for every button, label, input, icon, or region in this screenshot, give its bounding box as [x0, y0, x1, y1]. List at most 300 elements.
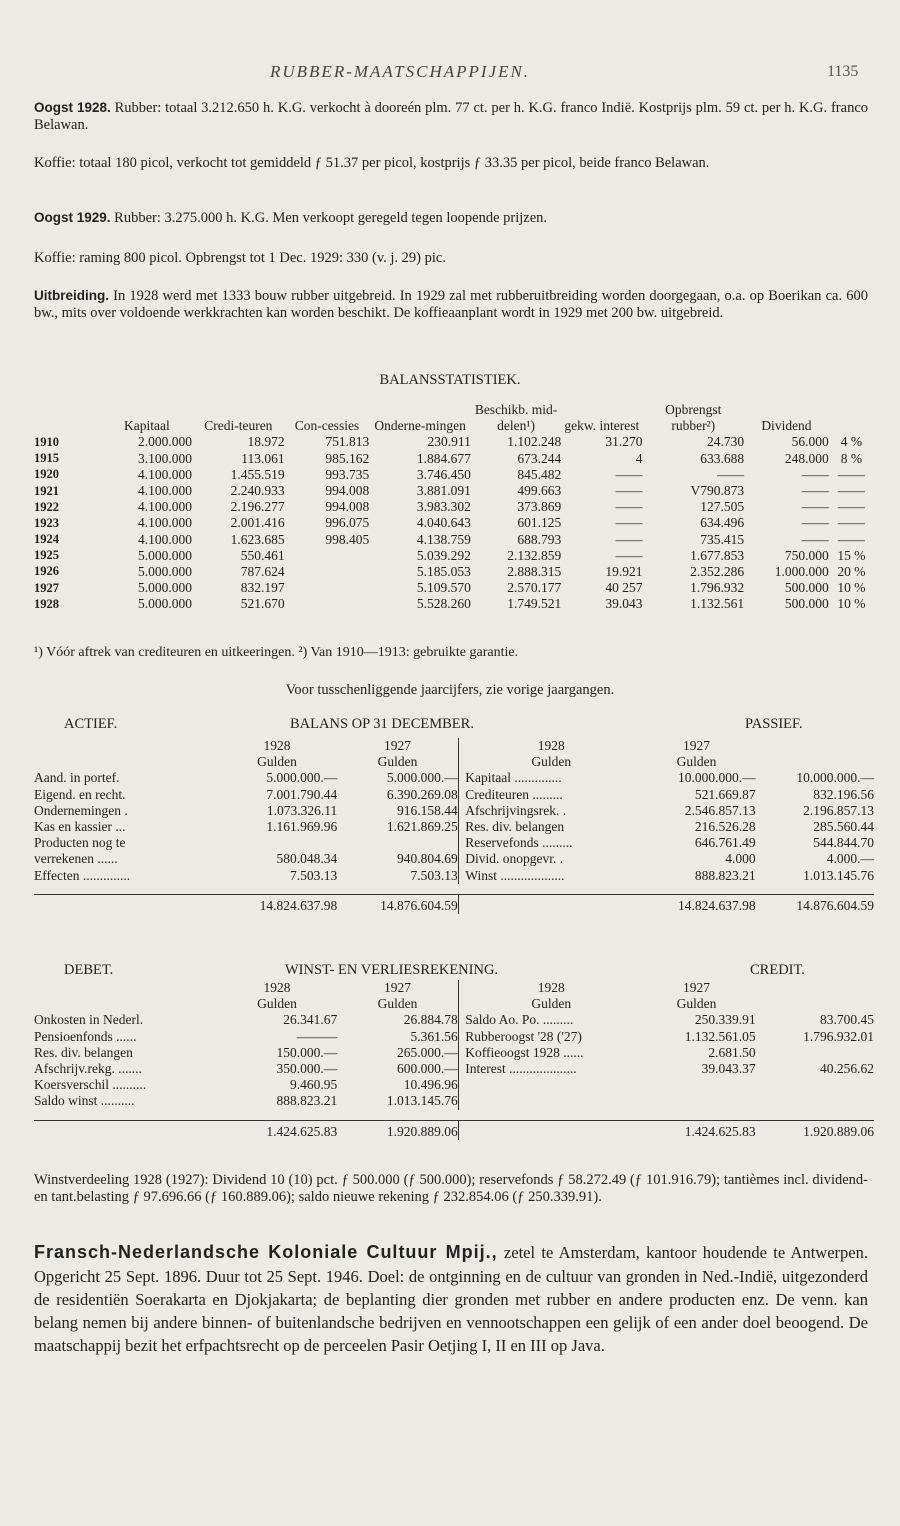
- stat-row: [34, 596, 874, 612]
- balans-year-left-1: 1928: [263, 738, 291, 753]
- stat-cell: V790.873: [690, 482, 745, 498]
- winst-year-left-1: 1928: [263, 980, 291, 995]
- winst-credit-cell: 39.043.37: [701, 1060, 756, 1076]
- balans-year-right-1: 1928: [537, 738, 565, 753]
- winst-debet-cell: Pensioenfonds ......: [34, 1028, 137, 1044]
- stat-cell: 18.972: [247, 434, 285, 450]
- balans-spacer: [34, 894, 217, 914]
- winst-credit-cell: 2.681.50: [708, 1044, 756, 1060]
- winst-debet-cell: 1.013.145.76: [386, 1093, 458, 1109]
- winst-row: [34, 1061, 874, 1077]
- winst-credit-cell: [465, 1093, 637, 1109]
- balans-spacer: [465, 894, 637, 914]
- stat-cell: 19.921: [605, 563, 643, 579]
- winst-total: 1.424.625.83: [217, 1120, 337, 1140]
- stat-cell: 4 %: [840, 434, 863, 450]
- stat-header-cell: Beschikb. mid-delen¹): [474, 402, 558, 434]
- winst-credit-cell: [756, 1093, 874, 1109]
- winst-spacer: [34, 1120, 217, 1140]
- stat-cell: 4: [635, 450, 643, 466]
- balans-year-left-2: 1927: [384, 738, 412, 753]
- stat-cell: 15 %: [837, 547, 866, 563]
- winst-unit: Gulden: [257, 996, 297, 1012]
- balans-passief-cell: Res. div. belangen: [465, 818, 565, 834]
- stat-cell: 1910: [34, 434, 59, 449]
- stat-cell: ——: [837, 515, 865, 531]
- stat-cell: 5.185.053: [416, 563, 471, 579]
- oogst-1929-paragraph: [34, 210, 868, 227]
- stat-cell: 4.100.000: [138, 482, 193, 498]
- winst-debet-cell: 600.000.—: [397, 1060, 458, 1076]
- balans-unit: Gulden: [257, 754, 297, 770]
- stat-header-cell: [829, 402, 874, 434]
- stat-cell: 5.000.000: [138, 547, 193, 563]
- winst-row: [34, 1029, 874, 1045]
- balans-divider: [458, 803, 465, 819]
- balans-unit: Gulden: [676, 754, 717, 770]
- stat-voor-note: Voor tusschenliggende jaarcijfers, zie vorige jaargangen.: [285, 682, 615, 698]
- stat-cell: 113.061: [241, 450, 285, 466]
- balans-year-right-2: 1927: [682, 738, 710, 753]
- stat-cell: 5.528.260: [416, 596, 471, 612]
- stat-cell: 500.000: [784, 596, 829, 612]
- winst-total: 1.920.889.06: [337, 1120, 458, 1140]
- stat-header-cell: gekw. interest: [564, 418, 640, 434]
- stat-cell: ——: [615, 466, 643, 482]
- stat-row: [34, 434, 874, 450]
- balans-passief-cell: Reservefonds .........: [465, 835, 573, 851]
- balans-actief-cell: 5.000.000.—: [386, 770, 458, 786]
- winst-unit: Gulden: [531, 996, 572, 1012]
- winst-credit-cell: [637, 1077, 755, 1093]
- winst-debet-cell: Saldo winst ..........: [34, 1093, 135, 1109]
- winst-credit-cell: 250.339.91: [694, 1012, 756, 1028]
- stat-cell: [285, 548, 370, 564]
- stat-cell: 1.102.248: [507, 434, 562, 450]
- winst-credit-cell: Koffieoogst 1928 ......: [465, 1044, 584, 1060]
- balansstatistiek-table: [34, 402, 874, 612]
- stat-cell: 521.670: [240, 596, 285, 612]
- stat-cell: ——: [801, 466, 829, 482]
- stat-cell: 2.001.416: [230, 515, 285, 531]
- uitbreiding-text: In 1928 werd met 1333 bouw rubber uitgebreid. In 1929 zal met rubberuitbreiding worden doorgegaan, o.a. op Boerikan ca. 600 bw., mits over voldoende werkkrachten kan worden beschikt. De koffieaanplant wordt in 1929 met 200 bw. uitgebreid.: [34, 288, 868, 322]
- winst-spacer: [465, 1120, 637, 1140]
- stat-cell: ——: [615, 531, 643, 547]
- winst-unit: Gulden: [377, 996, 418, 1012]
- balans-right-heading: PASSIEF.: [745, 716, 803, 732]
- stat-cell: ——: [801, 482, 829, 498]
- oogst-1928-label: Oogst 1928.: [34, 100, 111, 115]
- stat-cell: 5.109.570: [416, 580, 471, 596]
- winst-divider: [458, 980, 465, 996]
- balans-divider: [458, 835, 465, 851]
- stat-cell: 499.663: [517, 482, 562, 498]
- stat-cell: 845.482: [517, 466, 562, 482]
- oogst-1929-koffie: Koffie: raming 800 picol. Opbrengst tot 1 Dec. 1929: 330 (v. j. 29) pic.: [34, 250, 446, 266]
- winst-debet-cell: Afschrijv.rekg. .......: [34, 1060, 142, 1076]
- stat-cell: 994.008: [325, 482, 370, 498]
- balans-passief-cell: 10.000.000.—: [678, 770, 756, 786]
- stat-cell: 2.132.859: [507, 547, 562, 563]
- balans-divider: [458, 894, 465, 914]
- stat-cell: 248.000: [784, 450, 829, 466]
- stat-cell: 5.000.000: [138, 580, 193, 596]
- winst-debet-cell: ———: [296, 1028, 338, 1044]
- winst-debet-cell: 350.000.—: [276, 1060, 338, 1076]
- stat-cell: ——: [717, 466, 745, 482]
- stat-cell: 1915: [34, 451, 59, 466]
- balans-actief-cell: 580.048.34: [276, 851, 338, 867]
- balans-passief-cell: 888.823.21: [694, 867, 756, 883]
- header-title: RUBBER-MAATSCHAPPIJEN.: [270, 62, 531, 81]
- balans-total-row: [34, 894, 874, 914]
- stat-cell: 4.040.643: [416, 515, 471, 531]
- stat-cell: 1.623.685: [230, 531, 285, 547]
- stat-cell: 3.881.091: [416, 482, 471, 498]
- stat-cell: 1.455.519: [230, 466, 285, 482]
- stat-cell: ——: [837, 466, 865, 482]
- balans-actief-cell: [337, 835, 458, 851]
- winst-divider: [458, 1012, 465, 1028]
- balans-unit-row: [34, 754, 874, 770]
- winst-total: 1.920.889.06: [756, 1120, 874, 1140]
- balans-actief-cell: Aand. in portef.: [34, 770, 120, 786]
- stat-cell: 1.677.853: [690, 547, 745, 563]
- balans-passief-cell: Divid. onopgevr. .: [465, 851, 564, 867]
- balans-spacer: [34, 738, 217, 754]
- stat-cell: 2.000.000: [138, 434, 193, 450]
- stat-row: [34, 467, 874, 483]
- balans-passief-cell: Kapitaal ..............: [465, 770, 562, 786]
- balans-divider: [458, 787, 465, 803]
- stat-header-row: [34, 402, 874, 434]
- stat-cell: 1922: [34, 499, 59, 514]
- winst-credit-cell: 83.700.45: [820, 1012, 874, 1028]
- stat-cell: 4.100.000: [138, 499, 193, 515]
- winst-spacer: [34, 980, 217, 996]
- stat-cell: 8 %: [840, 450, 863, 466]
- winst-divider: [458, 1077, 465, 1093]
- stat-cell: ——: [615, 515, 643, 531]
- uitbreiding-paragraph: [34, 288, 868, 323]
- balansstatistiek-title: BALANSSTATISTIEK.: [379, 372, 521, 388]
- winst-divider: [458, 996, 465, 1012]
- balans-actief-cell: 916.158.44: [397, 802, 458, 818]
- winst-divider: [458, 1045, 465, 1061]
- stat-cell: 3.100.000: [138, 450, 193, 466]
- stat-cell: 996.075: [325, 515, 370, 531]
- balans-passief-cell: 646.761.49: [694, 835, 756, 851]
- stat-header-cell: [34, 402, 102, 434]
- stat-cell: 1.132.561: [690, 596, 745, 612]
- stat-cell: 1924: [34, 532, 59, 547]
- stat-cell: 1925: [34, 548, 59, 563]
- winst-year-right-2: 1927: [682, 980, 710, 995]
- balans-actief-cell: 7.503.13: [410, 867, 458, 883]
- balans-passief-cell: 285.560.44: [813, 818, 874, 834]
- page-number: 1135: [827, 63, 859, 80]
- stat-header-cell: Onderne-mingen: [374, 418, 466, 434]
- stat-cell: 4.100.000: [138, 466, 193, 482]
- stat-row: [34, 483, 874, 499]
- stat-cell: 2.888.315: [507, 563, 562, 579]
- winst-debet-cell: 150.000.—: [276, 1044, 338, 1060]
- stat-cell: 688.793: [517, 531, 562, 547]
- stat-cell: 1920: [34, 467, 59, 482]
- balans-unit: Gulden: [377, 754, 418, 770]
- stat-footnote: ¹) Vóór aftrek van crediteuren en uitkeeringen. ²) Van 1910—1913: gebruikte garantie.: [34, 645, 519, 660]
- stat-row: [34, 548, 874, 564]
- winst-row: [34, 1077, 874, 1093]
- balans-row: [34, 787, 874, 803]
- winst-debet-cell: 10.496.96: [403, 1077, 458, 1093]
- balans-actief-cell: Kas en kassier ...: [34, 818, 126, 834]
- balans-passief-cell: 4.000.—: [826, 851, 874, 867]
- stat-cell: ——: [837, 499, 865, 515]
- stat-row: [34, 499, 874, 515]
- winst-debet-cell: 26.341.67: [283, 1012, 338, 1028]
- stat-cell: 550.461: [240, 547, 285, 563]
- balans-spacer: [34, 754, 217, 770]
- stat-cell: 24.730: [706, 434, 745, 450]
- stat-cell: 832.197: [240, 580, 285, 596]
- winst-debet-cell: 265.000.—: [397, 1044, 458, 1060]
- balans-divider: [458, 770, 465, 786]
- winst-credit-cell: [756, 1077, 874, 1093]
- balans-spacer-row: [34, 884, 874, 895]
- stat-header-cell: Kapitaal: [124, 418, 170, 434]
- balans-passief-cell: 10.000.000.—: [796, 770, 874, 786]
- stat-cell: 20 %: [837, 563, 866, 579]
- winst-total-row: [34, 1120, 874, 1140]
- stat-cell: 634.496: [700, 515, 745, 531]
- stat-row: [34, 451, 874, 467]
- stat-cell: 500.000: [784, 580, 829, 596]
- stat-row: [34, 580, 874, 596]
- winst-credit-cell: 1.132.561.05: [684, 1028, 756, 1044]
- stat-cell: [285, 564, 370, 580]
- stat-cell: ——: [801, 531, 829, 547]
- oogst-1928-paragraph: [34, 100, 868, 135]
- winst-left-heading: DEBET.: [64, 962, 114, 978]
- stat-cell: ——: [615, 547, 643, 563]
- winst-credit-cell: [756, 1045, 874, 1061]
- stat-cell: 3.746.450: [416, 466, 471, 482]
- stat-cell: 373.869: [517, 499, 562, 515]
- balans-actief-cell: [217, 835, 337, 851]
- balans-divider: [458, 868, 465, 884]
- stat-cell: 4.138.759: [416, 531, 471, 547]
- stat-cell: 10 %: [837, 580, 866, 596]
- stat-cell: 2.570.177: [507, 580, 562, 596]
- balans-actief-cell: 5.000.000.—: [266, 770, 338, 786]
- winst-credit-cell: Interest ....................: [465, 1060, 577, 1076]
- stat-cell: 787.624: [240, 563, 285, 579]
- stat-cell: ——: [615, 482, 643, 498]
- stat-cell: 127.505: [700, 499, 745, 515]
- winst-row: [34, 1012, 874, 1028]
- balans-actief-cell: 7.001.790.44: [266, 786, 338, 802]
- stat-cell: 1.796.932: [690, 580, 745, 596]
- stat-header-cell: Con-cessies: [294, 418, 360, 434]
- stat-cell: 1927: [34, 580, 59, 595]
- balans-actief-cell: 1.161.969.96: [266, 818, 338, 834]
- stat-cell: 230.911: [427, 434, 471, 450]
- stat-cell: 4.100.000: [138, 515, 193, 531]
- fransch-paragraph: [34, 1240, 868, 1358]
- stat-cell: ——: [801, 515, 829, 531]
- stat-cell: 1926: [34, 564, 59, 579]
- stat-cell: 633.688: [700, 450, 745, 466]
- company-name: Fransch-Nederlandsche Koloniale Cultuur Mpij.,: [34, 1242, 498, 1262]
- winst-debet-cell: Koersverschil ..........: [34, 1077, 147, 1093]
- stat-header-cell: Credi-teuren: [204, 418, 273, 434]
- stat-cell: 56.000: [791, 434, 829, 450]
- stat-cell: [285, 596, 370, 612]
- balans-spacer: [34, 884, 874, 895]
- winst-table: [34, 980, 874, 1140]
- stat-header-cell: Dividend: [761, 418, 812, 434]
- balans-actief-cell: Ondernemingen .: [34, 802, 128, 818]
- oogst-1929-label: Oogst 1929.: [34, 210, 111, 225]
- balans-actief-cell: 1.621.869.25: [386, 818, 458, 834]
- winst-divider: [458, 1093, 465, 1109]
- stat-cell: 993.735: [325, 466, 370, 482]
- stat-cell: 2.196.277: [230, 499, 285, 515]
- winst-credit-cell: 1.796.932.01: [803, 1028, 874, 1044]
- winst-debet-cell: 26.884.78: [403, 1012, 458, 1028]
- balans-actief-cell: Producten nog te: [34, 835, 126, 851]
- stat-cell: 994.008: [325, 499, 370, 515]
- balans-actief-cell: 940.804.69: [397, 851, 458, 867]
- winst-spacer: [34, 996, 217, 1012]
- balans-left-heading: ACTIEF.: [64, 716, 118, 732]
- balans-row: [34, 770, 874, 786]
- balans-actief-cell: Effecten ..............: [34, 867, 131, 883]
- stat-cell: 1.749.521: [507, 596, 562, 612]
- stat-cell: 750.000: [784, 547, 829, 563]
- stat-row: [34, 564, 874, 580]
- stat-cell: 10 %: [837, 596, 866, 612]
- balans-row: [34, 851, 874, 867]
- winst-divider: [458, 1029, 465, 1045]
- stat-cell: ——: [801, 499, 829, 515]
- balans-title: BALANS OP 31 DECEMBER.: [290, 716, 474, 732]
- balans-passief-cell: 2.546.857.13: [684, 802, 756, 818]
- balans-actief-cell: verrekenen ......: [34, 851, 118, 867]
- stat-row: [34, 515, 874, 531]
- winst-credit-cell: [465, 1077, 637, 1093]
- balans-divider: [458, 851, 465, 867]
- balans-passief-cell: 2.196.857.13: [803, 802, 874, 818]
- stat-cell: 1921: [34, 483, 59, 498]
- winst-unit-row: [34, 996, 874, 1012]
- balans-passief-cell: Crediteuren .........: [465, 786, 563, 802]
- stat-cell: ——: [615, 499, 643, 515]
- stat-cell: 998.405: [325, 531, 370, 547]
- balans-total: 14.824.637.98: [637, 894, 755, 914]
- company-description: zetel te Amsterdam, kantoor houdende te Antwerpen. Opgericht 25 Sept. 1896. Duur tot 25 Sept. 1946. Doel: de ontginning en de cultuur van gronden in Ned.-Indië, uitgezonderd de residentiën Soerakarta en Djokjakarta; de beplanting dier gronden met rubber en andere producten enz. De venn. kan belang nemen bij andere binnen- of buitenlandsche bedrijven en vennootschappen een gelijk of een ander doel beoogend. De maatschappij bezit het erfpachtsrecht op de perceelen Pasir Oetjing I, II en III op Java.: [34, 1243, 868, 1356]
- balans-divider: [458, 819, 465, 835]
- stat-cell: 985.162: [325, 450, 370, 466]
- winst-divider: [458, 1120, 465, 1140]
- winst-row: [34, 1093, 874, 1109]
- balans-passief-cell: 1.013.145.76: [803, 867, 874, 883]
- winst-debet-cell: Res. div. belangen: [34, 1044, 133, 1060]
- winst-debet-cell: Onkosten in Nederl.: [34, 1012, 144, 1028]
- balans-row: [34, 803, 874, 819]
- stat-cell: 735.415: [700, 531, 745, 547]
- balans-passief-cell: 832.196.56: [813, 786, 874, 802]
- balans-passief-cell: 216.526.28: [694, 818, 756, 834]
- stat-cell: 5.000.000: [138, 563, 193, 579]
- stat-cell: 2.352.286: [690, 563, 745, 579]
- balans-actief-cell: 1.073.326.11: [266, 802, 338, 818]
- stat-cell: ——: [837, 482, 865, 498]
- winst-debet-cell: 9.460.95: [290, 1077, 338, 1093]
- oogst-1928-koffie: Koffie: totaal 180 picol, verkocht tot gemiddeld ƒ 51.37 per picol, kostprijs ƒ 33.35 per picol, beide franco Belawan.: [34, 155, 710, 171]
- stat-cell: 2.240.933: [230, 482, 285, 498]
- balans-actief-cell: 6.390.269.08: [386, 786, 458, 802]
- stat-row: [34, 532, 874, 548]
- winst-debet-cell: 888.823.21: [276, 1093, 338, 1109]
- winst-spacer: [34, 1110, 874, 1121]
- stat-cell: 673.244: [517, 450, 562, 466]
- winst-credit-cell: 40.256.62: [820, 1060, 874, 1076]
- balans-passief-cell: Afschrijvingsrek. .: [465, 802, 567, 818]
- stat-cell: 5.039.292: [416, 547, 471, 563]
- balans-table: [34, 738, 874, 914]
- balans-passief-cell: 544.844.70: [813, 835, 874, 851]
- winst-total: 1.424.625.83: [637, 1120, 755, 1140]
- winstverdeeling-paragraph: Winstverdeeling 1928 (1927): Dividend 10 (10) pct. ƒ 500.000 (ƒ 500.000); reservefonds ƒ 58.272.49 (ƒ 101.916.79); tantièmes incl. dividend- en tant.belasting ƒ 97.696.66 (ƒ 160.889.06); saldo nieuwe rekening ƒ 232.854.06 (ƒ 250.339.91).: [34, 1172, 868, 1206]
- winst-credit-cell: Rubberoogst '28 ('27): [465, 1028, 582, 1044]
- balans-unit: Gulden: [531, 754, 572, 770]
- stat-cell: 751.813: [325, 434, 370, 450]
- stat-header-cell: Opbrengst rubber²): [665, 402, 722, 434]
- winst-unit: Gulden: [676, 996, 717, 1012]
- oogst-1929-line1: Rubber: 3.275.000 h. K.G. Men verkoopt geregeld tegen loopende prijzen.: [110, 210, 548, 226]
- balans-total: 14.876.604.59: [756, 894, 874, 914]
- winst-debet-cell: 5.361.56: [410, 1028, 458, 1044]
- balans-total: 14.824.637.98: [217, 894, 337, 914]
- balans-row: [34, 835, 874, 851]
- stat-cell: 1928: [34, 596, 59, 611]
- stat-cell: 1.884.677: [416, 450, 471, 466]
- balans-row: [34, 819, 874, 835]
- stat-cell: [285, 580, 370, 596]
- balans-year-row: [34, 738, 874, 754]
- winst-row: [34, 1045, 874, 1061]
- balans-passief-cell: 4.000: [725, 851, 756, 867]
- winst-right-heading: CREDIT.: [750, 962, 805, 978]
- stat-cell: 601.125: [517, 515, 562, 531]
- winst-year-row: [34, 980, 874, 996]
- balans-total: 14.876.604.59: [337, 894, 458, 914]
- balans-divider: [458, 754, 465, 770]
- balans-actief-cell: 7.503.13: [290, 867, 338, 883]
- balans-passief-cell: 521.669.87: [694, 786, 756, 802]
- oogst-1928-line1: Rubber: totaal 3.212.650 h. K.G. verkocht à dooreén plm. 77 ct. per h. K.G. franco Indië. Kostprijs plm. 59 ct. per h. K.G. franco Belawan.: [34, 100, 868, 134]
- winst-credit-cell: Saldo Ao. Po. .........: [465, 1012, 574, 1028]
- stat-cell: 39.043: [605, 596, 643, 612]
- winst-year-right-1: 1928: [537, 980, 565, 995]
- winst-year-left-2: 1927: [384, 980, 412, 995]
- stat-cell: 40 257: [605, 580, 643, 596]
- stat-cell: 3.983.302: [416, 499, 471, 515]
- balans-passief-cell: Winst ...................: [465, 867, 565, 883]
- stat-cell: 5.000.000: [138, 596, 193, 612]
